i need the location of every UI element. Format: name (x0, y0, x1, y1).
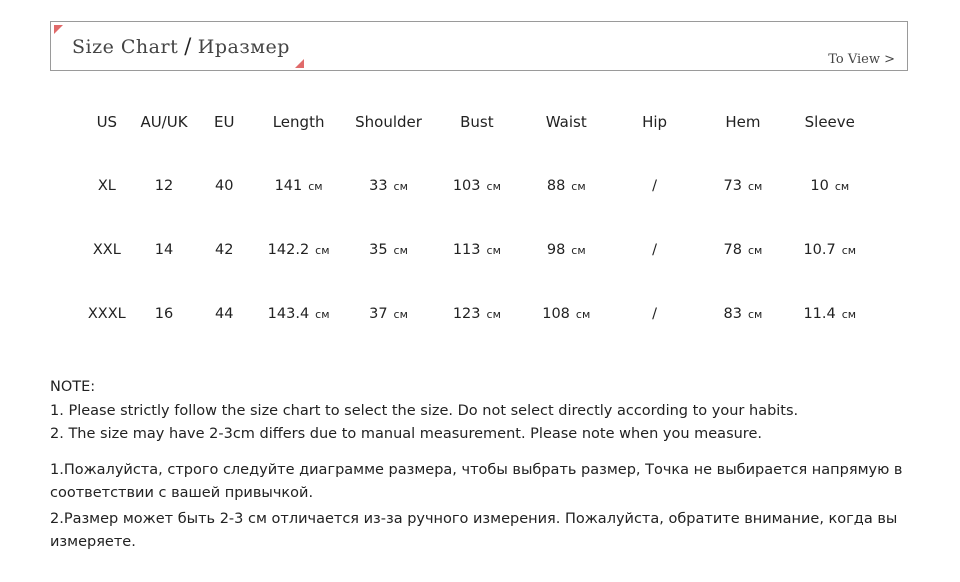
column-header: US (96, 113, 118, 131)
title-russian: Иразмер (197, 36, 290, 58)
table-header-row (85, 90, 875, 154)
table-cell (701, 154, 784, 218)
table-row (85, 154, 875, 218)
table-cell: 44 (215, 306, 234, 322)
cell-value: 83 (723, 306, 742, 322)
table-cell (525, 282, 608, 346)
size-chart-header (50, 21, 908, 71)
unit-label: cм (308, 180, 323, 193)
unit-label: cм (393, 244, 408, 257)
cell-value: 113 (452, 242, 481, 258)
cell-value: 123 (452, 306, 481, 322)
corner-triangle-bottom-right (295, 59, 304, 68)
cell-value: 33 (369, 178, 388, 194)
table-cell (785, 154, 875, 218)
table-cell (701, 282, 784, 346)
corner-triangle-top-left (54, 25, 63, 34)
column-header: Bust (460, 113, 494, 131)
unit-label: cм (571, 244, 586, 257)
title-english: Size Chart (72, 36, 179, 58)
table-cell: / (652, 306, 658, 322)
table-cell: 12 (154, 178, 174, 194)
cell-value: 78 (723, 242, 742, 258)
table-cell (525, 154, 608, 218)
table-cell (429, 154, 525, 218)
table-cell (429, 218, 525, 282)
table-cell: XL (97, 178, 116, 194)
cell-value: 37 (369, 306, 388, 322)
table-cell: 42 (215, 242, 234, 258)
cell-value: 103 (452, 178, 481, 194)
table-cell: XXL (92, 242, 121, 258)
column-header: Sleeve (804, 113, 855, 131)
column-header: Hip (642, 113, 668, 131)
cell-value: 35 (369, 242, 388, 258)
unit-label: cм (748, 244, 763, 257)
to-view-link[interactable]: To View > (828, 52, 895, 67)
header-title (72, 34, 290, 58)
unit-label: cм (841, 244, 857, 257)
unit-label: cм (834, 180, 850, 193)
note-en-2: 2. The size may have 2-3cm differs due to manual measurement. Please note when you measure. (50, 426, 762, 442)
cell-value: 98 (546, 242, 566, 258)
table-cell: / (652, 242, 658, 258)
table-cell (348, 282, 429, 346)
column-header: Length (272, 113, 325, 131)
notes-russian (50, 459, 910, 555)
unit-label: cм (486, 180, 501, 193)
unit-label: cм (575, 308, 591, 321)
note-ru-1: 1.Пожалуйста, строго следуйте диаграмме размера, чтобы выбрать размер, Точка не выбирается напрямую в соответствии с вашей привычкой. (50, 461, 903, 501)
table-cell: 14 (154, 242, 174, 258)
note-en-1: 1. Please strictly follow the size chart to select the size. Do not select directly according to your habits. (50, 402, 799, 419)
cell-value: 11.4 (803, 306, 836, 322)
cell-value: 142.2 (267, 242, 310, 258)
note-ru-2: 2.Размер может быть 2-3 см отличается из-за ручного измерения. Пожалуйста, обратите внимание, когда вы измеряете. (50, 510, 898, 550)
table-cell (429, 282, 525, 346)
cell-value: 88 (546, 178, 566, 194)
table-cell (249, 282, 348, 346)
column-header: Shoulder (355, 113, 422, 131)
table-cell (249, 218, 348, 282)
table-cell (249, 154, 348, 218)
notes-section (50, 376, 910, 557)
column-header: EU (214, 113, 235, 131)
table-cell (701, 218, 784, 282)
cell-value: 108 (542, 306, 570, 322)
unit-label: cм (748, 180, 763, 193)
table-cell (348, 154, 429, 218)
table-row (85, 282, 875, 346)
cell-value: 141 (274, 178, 303, 194)
unit-label: cм (315, 308, 330, 321)
unit-label: cм (393, 180, 408, 193)
unit-label: cм (315, 244, 330, 257)
size-table (85, 90, 875, 346)
unit-label: cм (841, 308, 857, 321)
cell-value: 10.7 (803, 242, 836, 258)
cell-value: 73 (723, 178, 742, 194)
unit-label: cм (486, 308, 501, 321)
table-cell: XXXL (87, 306, 126, 322)
column-header: Hem (725, 113, 761, 131)
unit-label: cм (486, 244, 501, 257)
table-cell (785, 218, 875, 282)
cell-value: 143.4 (267, 306, 310, 322)
table-row (85, 218, 875, 282)
table-cell: 40 (215, 178, 234, 194)
table-cell (525, 218, 608, 282)
table-cell (348, 218, 429, 282)
unit-label: cм (748, 308, 763, 321)
unit-label: cм (571, 180, 586, 193)
column-header: Waist (545, 113, 587, 131)
title-separator: / (184, 34, 192, 58)
cell-value: 10 (810, 178, 829, 194)
notes-heading: NOTE: (50, 379, 96, 395)
unit-label: cм (393, 308, 408, 321)
table-cell (785, 282, 875, 346)
table-cell: / (652, 178, 658, 194)
column-header: AU/UK (140, 113, 188, 131)
table-cell: 16 (154, 306, 174, 322)
